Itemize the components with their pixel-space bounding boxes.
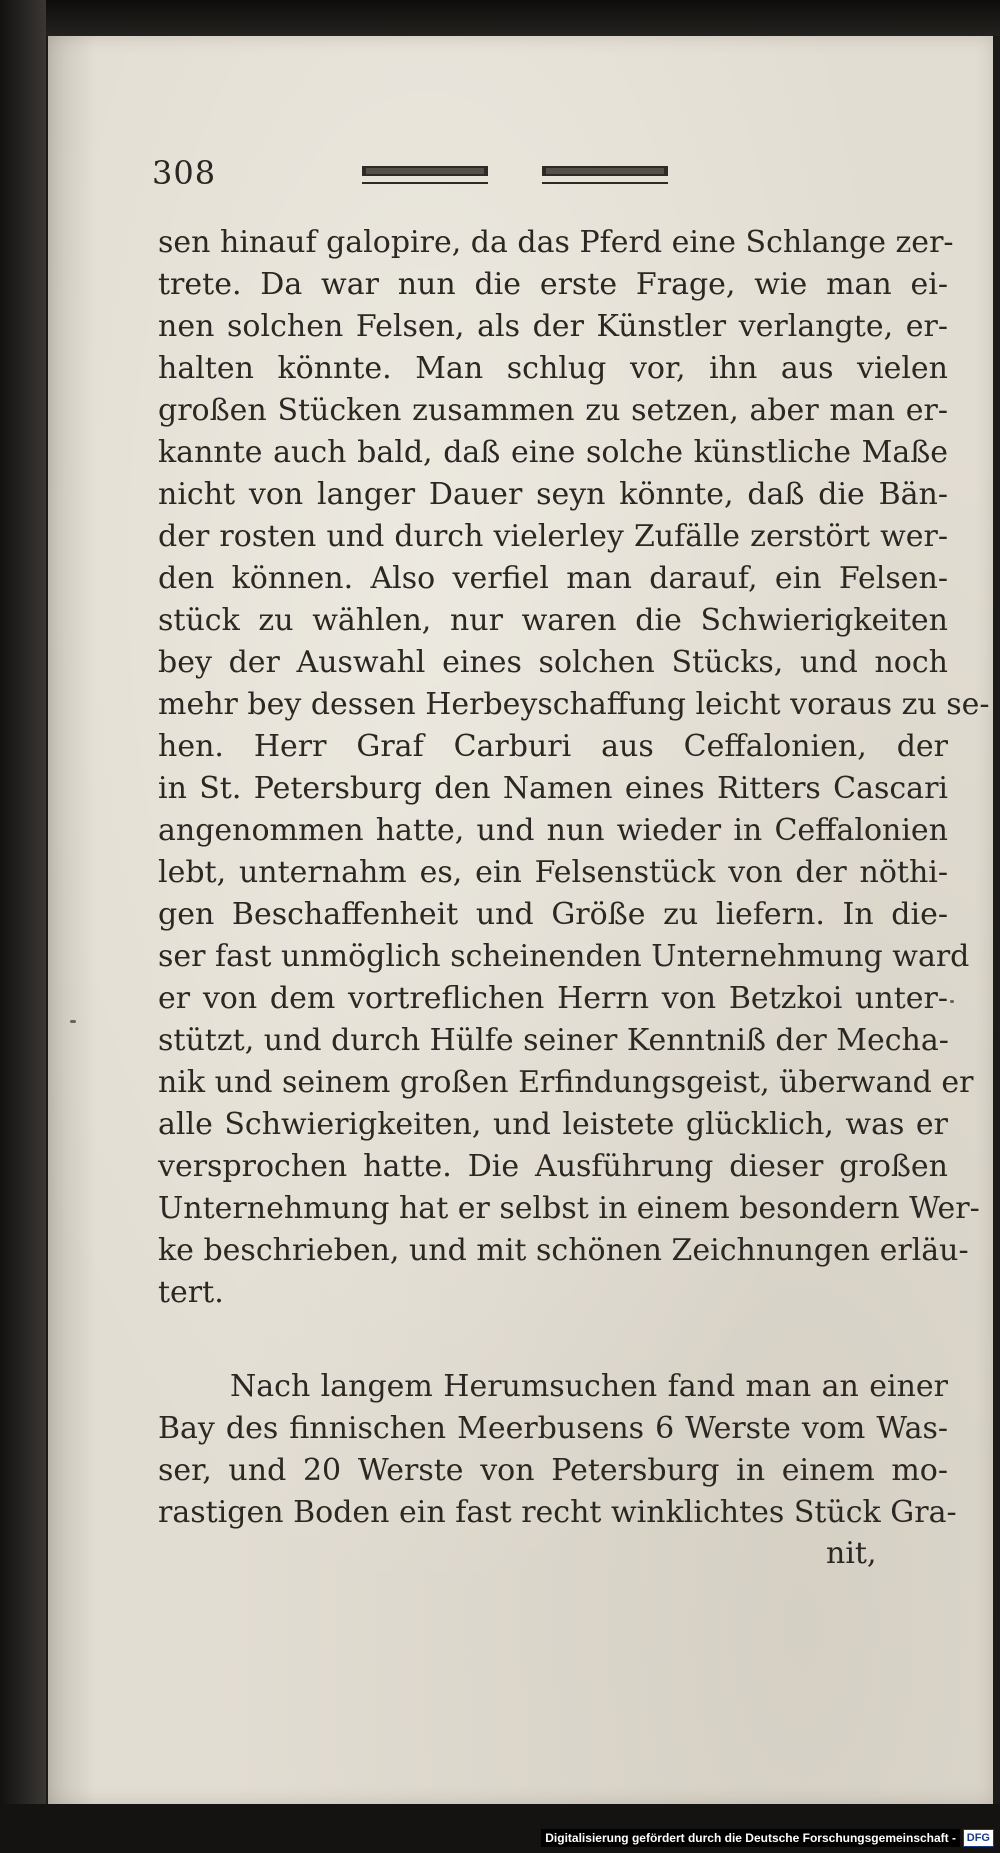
text-line: sen hinauf galopire, da das Pferd eine Schlange zer-: [158, 225, 954, 260]
text-line: ke beschrieben, und mit schönen Zeichnungen erläu-: [158, 1233, 969, 1268]
ink-speck: [950, 1000, 954, 1003]
book-binding: [0, 0, 46, 1853]
text-line: halten könnte. Man schlug vor, ihn aus vielen: [158, 351, 948, 386]
text-line: angenommen hatte, und nun wieder in Ceffalonien: [158, 813, 948, 848]
text-line: stützt, und durch Hülfe seiner Kenntniß der Mecha-: [158, 1023, 949, 1058]
digitization-credit: Digitalisierung gefördert durch die Deutsche Forschungsgemeinschaft -: [541, 1829, 960, 1847]
header-ornament-left: [362, 164, 488, 188]
text-line: rastigen Boden ein fast recht winklichtes Stück Gra-: [158, 1495, 957, 1530]
text-line: den können. Also verfiel man darauf, ein Felsen-: [158, 561, 948, 596]
text-line: lebt, unternahm es, ein Felsenstück von der nöthi-: [158, 855, 948, 890]
page-header: [152, 126, 752, 192]
paragraph-gap: [158, 1314, 948, 1366]
top-edge: [0, 0, 1000, 36]
text-line: alle Schwierigkeiten, und leistete glücklich, was er: [158, 1107, 948, 1142]
text-line: tert.: [158, 1275, 224, 1310]
text-line: ser, und 20 Werste von Petersburg in einem mo-: [158, 1453, 948, 1488]
text-line: nicht von langer Dauer seyn könnte, daß die Bän-: [158, 477, 948, 512]
text-line: nik und seinem großen Erfindungsgeist, überwand er: [158, 1065, 974, 1100]
text-line: gen Beschaffenheit und Größe zu liefern. In die-: [158, 897, 948, 932]
ink-speck: [70, 1020, 76, 1023]
page-number: 308: [152, 154, 217, 192]
body-text: [158, 222, 990, 1534]
text-line: Bay des finnischen Meerbusens 6 Werste vom Was-: [158, 1411, 948, 1446]
text-line: in St. Petersburg den Namen eines Ritters Cascari: [158, 771, 948, 806]
catchword: nit,: [826, 1536, 877, 1571]
footer-bar: [0, 1804, 1000, 1853]
dfg-logo: DFG: [963, 1829, 994, 1847]
text-line: der rosten und durch vielerley Zufälle zerstört wer-: [158, 519, 948, 554]
text-line: stück zu wählen, nur waren die Schwierigkeiten: [158, 603, 948, 638]
paragraph-2: [158, 1366, 957, 1534]
text-line: Unternehmung hat er selbst in einem besondern Wer-: [158, 1191, 980, 1226]
text-line: bey der Auswahl eines solchen Stücks, und noch: [158, 645, 948, 680]
text-line: ser fast unmöglich scheinenden Unternehmung ward: [158, 939, 970, 974]
text-line: kannte auch bald, daß eine solche künstliche Maße: [158, 435, 948, 470]
text-line: hen. Herr Graf Carburi aus Ceffalonien, der: [158, 729, 948, 764]
text-line: großen Stücken zusammen zu setzen, aber man er-: [158, 393, 948, 428]
text-line: trete. Da war nun die erste Frage, wie man ei-: [158, 267, 948, 302]
text-line: Nach langem Herumsuchen fand man an einer: [230, 1369, 948, 1404]
header-ornament-right: [542, 164, 668, 188]
text-line: er von dem vortreflichen Herrn von Betzkoi unter-: [158, 981, 948, 1016]
text-line: nen solchen Felsen, als der Künstler verlangte, er-: [158, 309, 948, 344]
text-line: versprochen hatte. Die Ausführung dieser großen: [158, 1149, 948, 1184]
text-line: mehr bey dessen Herbeyschaffung leicht voraus zu se-: [158, 687, 990, 722]
paragraph-1: [158, 222, 990, 1314]
